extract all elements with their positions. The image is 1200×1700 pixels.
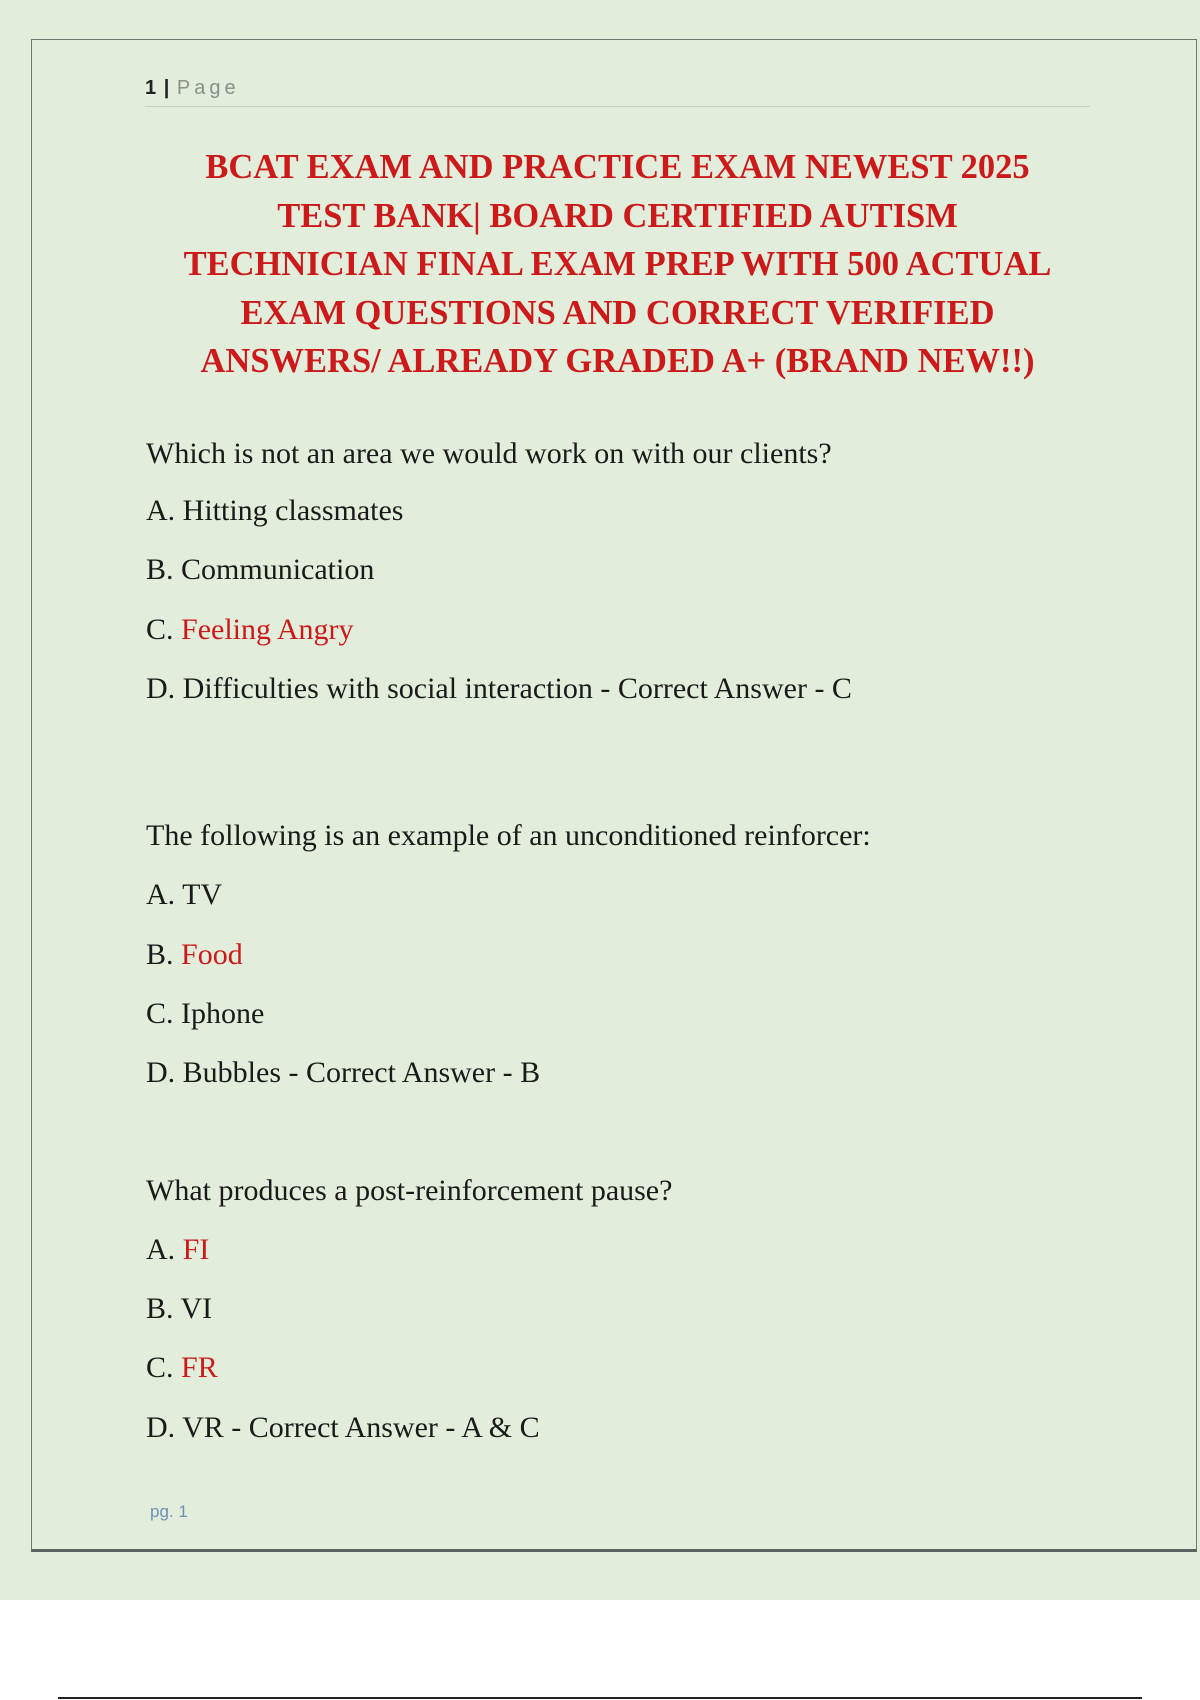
document-title [145,143,1090,386]
question-text: What produces a post-reinforcement pause? [146,1174,673,1207]
option-b [146,937,1106,973]
question-text: The following is an example of an unconditioned reinforcer: [146,819,871,852]
option-d [146,1410,1106,1446]
option-text: Hitting classmates [182,494,404,527]
option-prefix: C. [146,997,182,1030]
correct-option-text: Feeling Angry [181,613,354,646]
option-text: VR - Correct Answer - A & C [182,1411,540,1444]
title-line: ANSWERS/ ALREADY GRADED A+ (BRAND NEW!!) [200,342,1035,380]
option-a [146,1232,1106,1268]
option-text: Iphone [181,997,265,1030]
option-prefix: A. [146,494,183,527]
option-c [146,996,1106,1032]
option-prefix: A. [146,1233,183,1266]
correct-option-text: FR [181,1351,218,1384]
option-c [146,1350,1106,1386]
header-separator: | [163,77,171,99]
header-page-number: 1 [145,77,158,99]
option-b [146,1291,1106,1327]
option-text: Difficulties with social interaction - Correct Answer - C [182,672,852,705]
correct-option-text: FI [182,1233,210,1266]
correct-option-text: Food [181,938,243,971]
option-text: TV [182,878,223,911]
option-text: VI [180,1292,213,1325]
page-footer-label: pg. 1 [150,1502,188,1521]
title-line: BCAT EXAM AND PRACTICE EXAM NEWEST 2025 [205,148,1030,186]
question-text: Which is not an area we would work on with our clients? [146,437,832,470]
option-a [146,877,1106,913]
option-c [146,612,1106,648]
option-prefix: D. [146,1056,183,1089]
option-prefix: D. [146,672,183,705]
title-line: TECHNICIAN FINAL EXAM PREP WITH 500 ACTUAL [183,245,1052,283]
option-d [146,671,1106,707]
option-prefix: B. [146,553,182,586]
option-text: Bubbles - Correct Answer - B [182,1056,541,1089]
option-text: Communication [181,553,375,586]
title-line: TEST BANK| BOARD CERTIFIED AUTISM [277,196,958,235]
page-header [145,76,1090,107]
title-line: EXAM QUESTIONS AND CORRECT VERIFIED [240,293,995,332]
option-prefix: D. [146,1411,183,1444]
option-prefix: C. [146,1351,182,1384]
bottom-divider [58,1697,1142,1699]
option-prefix: C. [146,613,182,646]
option-prefix: B. [146,1292,181,1325]
option-b [146,552,1106,588]
header-page-word: Page [176,77,240,99]
option-prefix: B. [146,938,182,971]
option-a [146,493,1106,529]
option-prefix: A. [146,878,183,911]
option-d [146,1055,1106,1091]
